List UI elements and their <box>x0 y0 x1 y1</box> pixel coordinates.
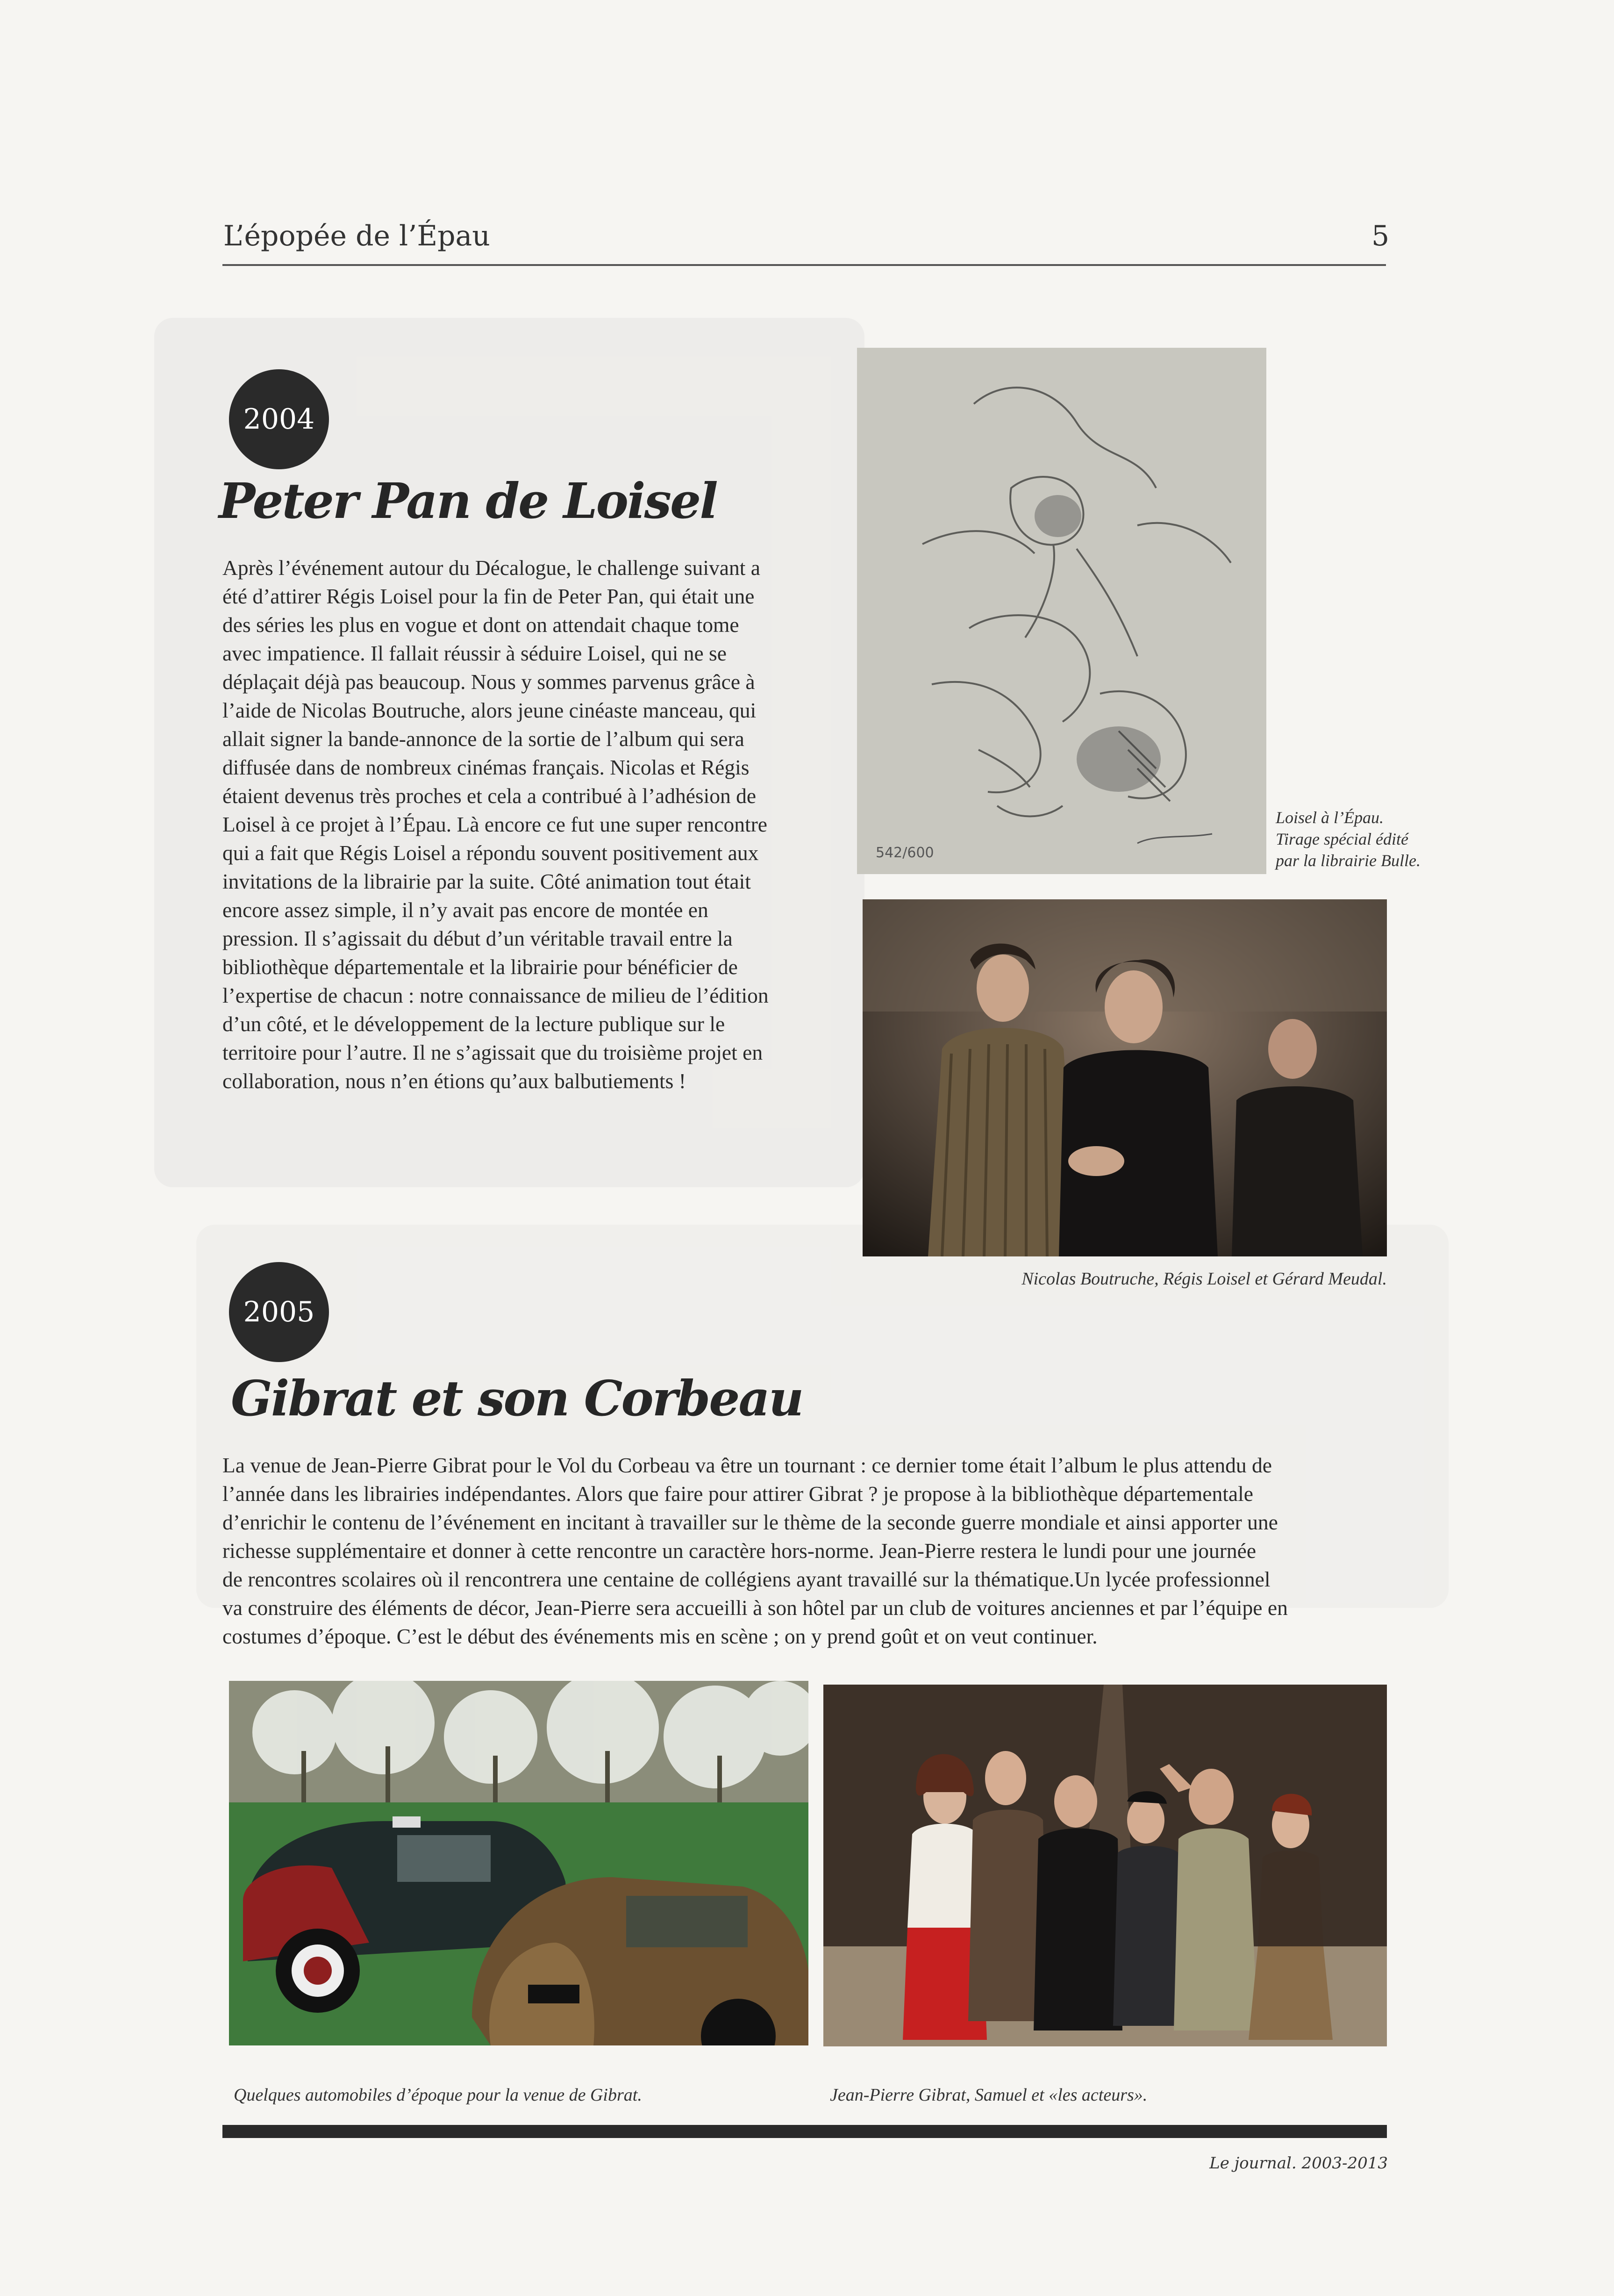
year-badge-2005: 2005 <box>229 1262 329 1362</box>
group-of-costumed-people-photo <box>823 1685 1387 2046</box>
tinkerbell-sketch-drawing <box>857 348 1266 874</box>
loisel-event-photo <box>863 899 1387 1256</box>
three-men-photo <box>863 899 1387 1256</box>
cars-photo-caption: Quelques automobiles d’époque pour la venue de Gibrat. <box>234 2085 642 2105</box>
cars-in-park-photo <box>229 1681 808 2045</box>
vintage-cars-photo <box>229 1681 808 2045</box>
section-title-2004: Peter Pan de Loisel <box>219 472 717 530</box>
loisel-photo-caption: Nicolas Boutruche, Régis Loisel et Gérard Meudal. <box>1021 1269 1387 1289</box>
header-rule <box>222 264 1386 266</box>
sketch-edition-number: 542/600 <box>876 845 934 861</box>
article-2004-text: Après l’événement autour du Décalogue, le challenge suivant a été d’attirer Régis Loisel pour la fin de Peter Pan, qui était une des séries les plus en vogue et dont on attendait chaque tome avec impatience. Il fallait réussir à séduire Loisel, qui ne se déplaçait déjà pas beaucoup. Nous y sommes parvenus grâce à l’aide de Nicolas Boutruche, alors jeune cinéaste manceau, qui allait signer la bande-annonce de la sortie de l’album qui sera diffusée dans de nombreux cinémas français. Nicolas et Régis étaient devenus très proches et cela a contribué à l’adhésion de Loisel à ce projet à l’Épau. Là encore ce fut une super rencontre qui a fait que Régis Loisel a répondu souvent positivement aux invitations de la librairie par la suite. Côté animation tout était encore assez simple, il n’y avait pas encore de montée en pression. Il s’agissait du début d’un véritable travail entre la bibliothèque départementale et la librairie pour bénéficier de l’expertise de chacun : notre connaissance de milieu de l’édition d’un côté, et le développement de la lecture publique sur le territoire pour l’autre. Il ne s’agissait que du troisième projet en collaboration, nous n’en étions qu’aux balbutiements ! <box>222 556 769 1093</box>
running-title: L’épopée de l’Épau <box>223 220 490 252</box>
year-badge-2004: 2004 <box>229 369 329 469</box>
loisel-sketch-image <box>857 348 1266 874</box>
sketch-caption: Loisel à l’Épau. Tirage spécial édité par la librairie Bulle. <box>1276 808 1421 870</box>
page-number: 5 <box>1371 220 1390 252</box>
article-2005 <box>222 1451 1391 1650</box>
group-photo-caption: Jean-Pierre Gibrat, Samuel et «les acteurs». <box>830 2085 1148 2105</box>
actors-group-photo <box>823 1685 1387 2046</box>
footer-signature: Le journal. 2003-2013 <box>1209 2154 1388 2173</box>
article-2005-text: La venue de Jean-Pierre Gibrat pour le Vol du Corbeau va être un tournant : ce dernier tome était l’album le plus attendu de l’année dans les librairies indépendantes. Alors que faire pour attirer Gibrat ? je propose à la bibliothèque départementale d’enrichir le contenu de l’événement en incitant à travailler sur le thème de la seconde guerre mondiale et ainsi apporter une richesse supplémentaire et donner à cette rencontre un caractère hors-norme. Jean-Pierre restera le lundi pour une journée de rencontres scolaires où il rencontrera une centaine de collégiens ayant travaillé sur la thématique.Un lycée professionnel va construire des éléments de décor, Jean-Pierre sera accueilli à son hôtel par un club de voitures anciennes et par l’équipe en costumes d’époque. C’est le début des événements mis en scène ; on y prend goût et on veut continuer. <box>222 1453 1288 1648</box>
section-title-2005: Gibrat et son Corbeau <box>231 1370 803 1427</box>
article-2004 <box>222 553 774 1095</box>
footer-rule <box>222 2125 1387 2138</box>
